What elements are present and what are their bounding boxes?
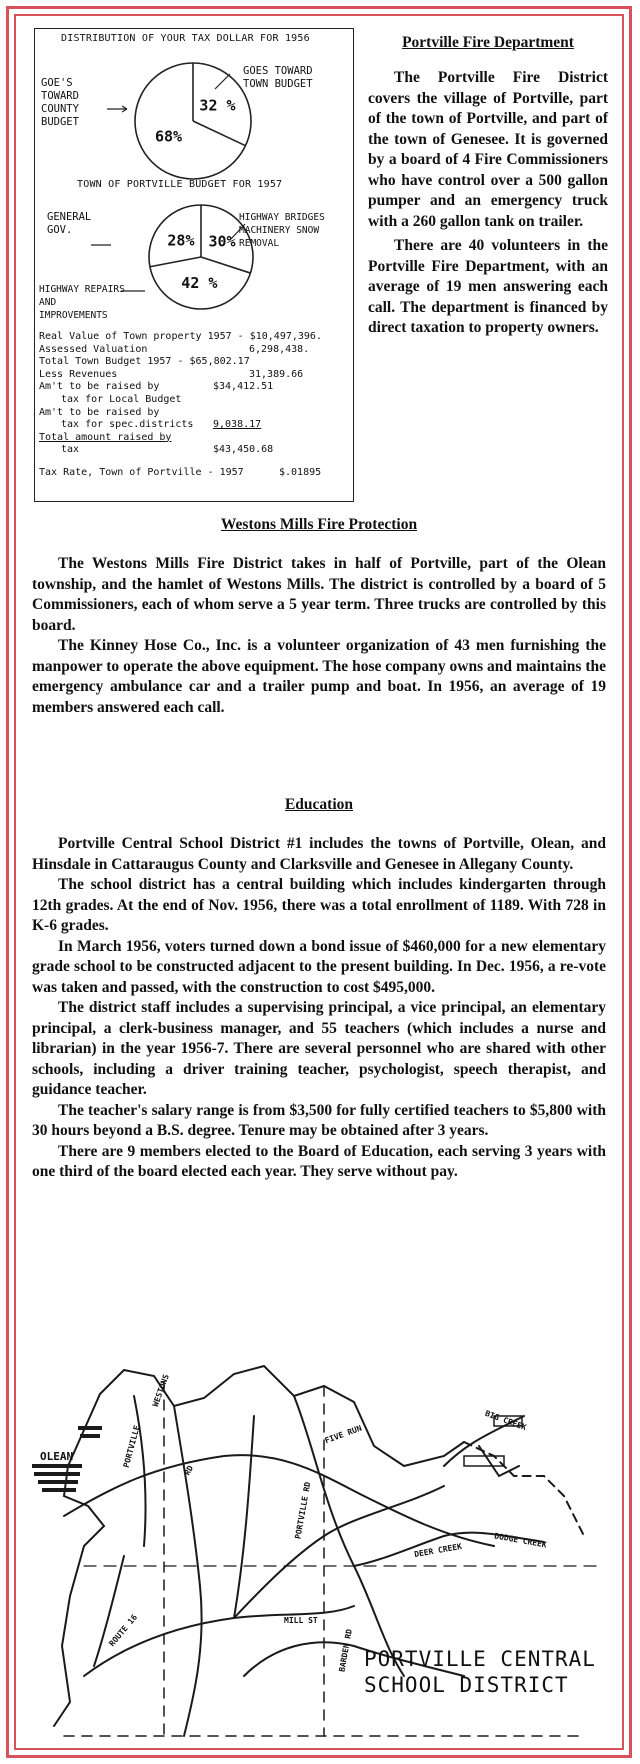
map-road-label: PORTVILLE [121, 1424, 142, 1469]
map-road-label: ROUTE 16 [107, 1612, 140, 1649]
pie1-slice-label-1: 68% [154, 127, 183, 146]
ledger-label: Assessed Valuation [39, 343, 148, 355]
map-road-label: MILL ST [284, 1616, 318, 1625]
map-road-label: BARDEN RD [337, 1628, 354, 1673]
map-road-label: WESTONS [150, 1373, 171, 1408]
ledger-label: Am't to be raised by [39, 381, 160, 393]
chart-title-1957: TOWN OF PORTVILLE BUDGET FOR 1957 [77, 179, 283, 190]
ledger-row [39, 356, 349, 369]
map-title-line-1: PORTVILLE CENTRAL [364, 1647, 596, 1671]
ledger-label: Tax Rate, Town of Portville - 1957 [39, 466, 244, 478]
map-road-label: FIVE RUN [323, 1423, 363, 1446]
ledger-row [39, 444, 349, 457]
ledger-label: Am't to be raised by [39, 406, 160, 418]
pie1-slice-label-0: 32 % [199, 96, 236, 115]
education-paragraph-2: The school district has a central building which includes kindergarten through 12th grades. At the end of Nov. 1956, there was a total enrollment of 1189. With 728 in K-6 grades. [32, 876, 606, 934]
education-paragraph-6: There are 9 members elected to the Board of Education, each serving 3 years with one third of the board elected each year. They serve without pay. [32, 1142, 606, 1180]
map-road-label: BIG CREEK [483, 1408, 528, 1433]
map-title-line-2: SCHOOL DISTRICT [364, 1673, 569, 1697]
ledger-value: $.01895 [279, 466, 322, 478]
ledger-label: tax [61, 444, 80, 456]
map-road-label: PORTVILLE RD [293, 1481, 313, 1540]
ledger-row [39, 432, 349, 445]
education-paragraph-1: Portville Central School District #1 includes the towns of Portville, Olean, and Hinsdale in Cattaraugus County and Clarksville and Genesee in Allegany County. [32, 835, 606, 873]
education-paragraph-5: The teacher's salary range is from $3,500 for fully certified teachers to $5,800 with 30 hours beyond a B.S. degree. Tenure may be obtained after 3 years. [32, 1101, 606, 1139]
budget-ledger [39, 331, 349, 480]
pie-1956 [135, 63, 251, 179]
arrow-town [215, 74, 230, 89]
ledger-row [39, 407, 349, 420]
ledger-row [39, 369, 349, 382]
ledger-value: 31,389.66 [249, 368, 304, 380]
pie2-slice-label-1: 42 % [181, 273, 218, 292]
label-general-gov: GENERAL GOV. [47, 211, 92, 236]
ledger-row [39, 419, 349, 432]
ledger-row [39, 331, 349, 344]
education-section [32, 796, 606, 1183]
label-county-budget: GOE'S TOWARD COUNTY BUDGET [41, 77, 79, 128]
pie2-slice-label-0: 30% [208, 232, 236, 251]
label-highway-repairs: HIGHWAY REPAIRS AND IMPROVEMENTS [39, 284, 125, 321]
education-paragraph-3: In March 1956, voters turned down a bond issue of $460,000 for a new elementary grade school to be constructed adjacent to the present building. In Dec. 1956, a re-vote was taken and passed, with the construction to cost $495,000. [32, 937, 606, 996]
westons-section [32, 516, 606, 718]
fire-heading: Portville Fire Department [402, 34, 574, 51]
ledger-value: $34,412.51 [213, 381, 274, 393]
map-label-olean: OLEAN [40, 1450, 74, 1463]
ledger-label: Real Value of Town property 1957 - $10,497,396. [39, 331, 322, 342]
fire-department-section [368, 34, 608, 339]
label-town-budget: GOES TOWARD TOWN BUDGET [243, 65, 313, 90]
ledger-label: tax for spec.districts [61, 419, 194, 431]
chart-title-1956: DISTRIBUTION OF YOUR TAX DOLLAR FOR 1956 [61, 33, 310, 44]
tax-chart-panel [34, 28, 354, 502]
label-highway-bridges: HIGHWAY BRIDGES MACHINERY SNOW REMOVAL [239, 212, 325, 249]
map-road-label: DEER CREEK [413, 1541, 463, 1560]
education-heading: Education [284, 796, 354, 813]
education-paragraph-4: The district staff includes a supervising principal, a vice principal, an elementary principal, a clerk-business manager, and 55 teachers (which includes a nurse and librarian) in the year 1956-7. There are several personnel who are shared with other schools, including a driver training teacher, psychologist, speech therapist, and guidance teacher. [32, 999, 606, 1098]
ledger-value: 6,298,438. [249, 343, 310, 355]
ledger-label: Total Town Budget 1957 - $65,802.17 [39, 356, 250, 368]
ledger-label: Less Revenues [39, 368, 118, 380]
westons-heading: Westons Mills Fire Protection [220, 516, 418, 533]
ledger-row [39, 394, 349, 407]
ledger-row [39, 467, 349, 480]
school-district-map [24, 1346, 616, 1744]
pie2-slice-label-2: 28% [167, 231, 195, 250]
fire-paragraph-1: The Portville Fire District covers the village of Portville, part of the town of Portville, and part of the town of Genesee. It is governed by a board of 4 Fire Commissioners who have control over a 500 gallon pumper and an emergency truck with a 260 gallon tank on trailer. [368, 69, 608, 230]
map-road-label: DODGE CREEK [493, 1531, 548, 1550]
map-title [364, 1646, 596, 1698]
ledger-row [39, 344, 349, 357]
map-road-label: RD [182, 1464, 196, 1477]
ledger-value: 9,038.17 [213, 419, 262, 431]
fire-paragraph-2: There are 40 volunteers in the Portville Fire Department, with an average of 19 men answering each call. The department is financed by direct taxation to property owners. [368, 237, 608, 336]
ledger-label: Total amount raised by [39, 431, 172, 443]
ledger-value: $43,450.68 [213, 444, 274, 456]
pie2-divider-1 [201, 257, 250, 273]
ledger-row [39, 381, 349, 394]
westons-paragraph-1: The Westons Mills Fire District takes in half of Portville, part of the Olean township, and the hamlet of Westons Mills. The district is controlled by a board of 5 Commissioners, each of whom serve a 5 year term. Three trucks are controlled by this board. [32, 555, 606, 634]
westons-paragraph-2: The Kinney Hose Co., Inc. is a volunteer organization of 43 men furnishing the manpower to operate the above equipment. The hose company owns and maintains the emergency ambulance car and a trailer pump and boat. In 1956, an average of 19 members answered each call. [32, 637, 606, 716]
pie-1957 [149, 205, 253, 309]
pie2-divider-2 [150, 257, 201, 267]
ledger-label: tax for Local Budget [61, 393, 182, 405]
pie1-divider-1 [193, 121, 245, 146]
